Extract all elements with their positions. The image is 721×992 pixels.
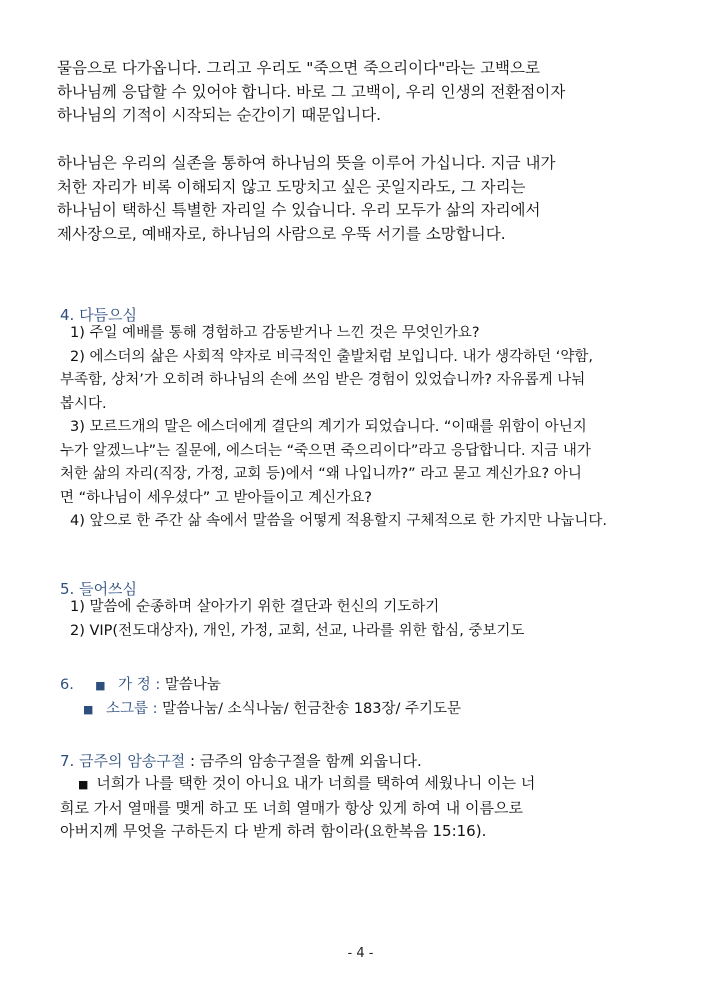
question-line: 1) 주일 예배를 통해 경험하고 감동받거나 느낀 것은 무엇인가요? (70, 325, 480, 341)
section-6 (60, 674, 645, 721)
question-line: 봅시다. (60, 395, 107, 412)
prayer-line: 2) VIP(전도대상자), 개인, 가정, 교회, 선교, 나라를 위한 합심, 중보기도 (70, 622, 525, 639)
question-line: 2) 에스더의 삶은 사회적 약자로 비극적인 출발처럼 보입니다. 내가 생각하던 ‘약함, (70, 348, 594, 365)
section-7 (60, 750, 645, 774)
verse-line: ■ 너희가 나를 택한 것이 아니요 내가 너희를 택하여 세웠나니 이는 너 (78, 774, 536, 792)
verse-line: 희로 가서 열매를 맺게 하고 또 너희 열매가 항상 있게 하여 내 이름으로 (60, 798, 523, 817)
text-line: 처한 자리가 비록 이해되지 않고 도망치고 싶은 곳일지라도, 그 자리는 (57, 177, 526, 196)
section-7-heading-rest: : 금주의 암송구절을 함께 외웁니다. (185, 752, 422, 770)
question-line: 누가 알겠느냐”는 질문에, 에스더는 “죽으면 죽으리이다”라고 응답합니다. 지금 내가 (60, 442, 591, 459)
section-4-heading: 4. 다듬으심 (60, 306, 138, 324)
smallgroup-label: 소그룹 (106, 700, 149, 717)
home-label: 가 정 (118, 677, 151, 693)
text-line: 하나님의 기적이 시작되는 순간이기 때문입니다. (57, 106, 382, 124)
question-line: 3) 모르드개의 말은 에스더에게 결단의 계기가 되었습니다. “이때를 위함이 아닌지 (70, 419, 587, 435)
prayer-line: 1) 말씀에 순종하며 살아가기 위한 결단과 헌신의 기도하기 (70, 599, 440, 615)
section-4-questions (60, 322, 645, 534)
section-6-number: 6. (60, 677, 74, 693)
section-5-heading: 5. 들어쓰심 (60, 580, 138, 598)
smallgroup-value: 말씀나눔/ 소식나눔/ 헌금찬송 183장/ 주기도문 (162, 700, 462, 717)
home-value: 말씀나눔 (164, 677, 221, 693)
text-line: 하나님께 응답할 수 있어야 합니다. 바로 그 고백이, 우리 인생의 전환점이자 (57, 82, 566, 101)
section-7-heading-line (60, 750, 645, 774)
question-line: 4) 앞으로 한 주간 삶 속에서 말씀을 어떻게 적용할지 구체적으로 한 가지만 나눕니다. (70, 513, 608, 529)
section-6-row-smallgroup (60, 698, 645, 722)
text-line: 하나님은 우리의 실존을 통하여 하나님의 뜻을 이루어 가십니다. 지금 내가 (57, 154, 556, 172)
question-line: 면 “하나님이 세우셨다” 고 받아들이고 계신가요? (60, 489, 372, 506)
text-line: 하나님이 택하신 특별한 자리일 수 있습니다. 우리 모두가 삶의 자리에서 (57, 201, 541, 219)
memory-verse (60, 772, 645, 844)
verse-line: 아버지께 무엇을 구하든지 다 받게 하려 함이라(요한복음 15:16). (60, 822, 487, 840)
intro-paragraph-1 (57, 57, 645, 128)
text-line: 제사장으로, 예배자로, 하나님의 사람으로 우뚝 서기를 소망합니다. (57, 224, 506, 243)
section-5-items (60, 596, 645, 643)
intro-paragraph-2 (57, 152, 645, 246)
question-line: 처한 삶의 자리(직장, 가정, 교회 등)에서 “왜 나입니까?” 라고 묻고 계신가요? 아니 (60, 466, 582, 482)
home-separator: : (155, 677, 165, 693)
smallgroup-separator: : (152, 700, 163, 717)
question-line: 부족함, 상처’가 오히려 하나님의 손에 쓰임 받은 경험이 있었습니까? 자유롭게 나눠 (60, 372, 586, 388)
square-bullet-icon: ■ (83, 702, 94, 716)
page-number: - 4 - (347, 946, 374, 961)
text-line: 물음으로 다가옵니다. 그리고 우리도 "죽으면 죽으리이다"라는 고백으로 (57, 59, 540, 77)
section-6-row-home (60, 674, 645, 698)
square-bullet-icon: ■ (78, 778, 89, 791)
section-7-heading: 7. 금주의 암송구절 (60, 752, 186, 770)
square-bullet-icon: ■ (95, 679, 106, 692)
